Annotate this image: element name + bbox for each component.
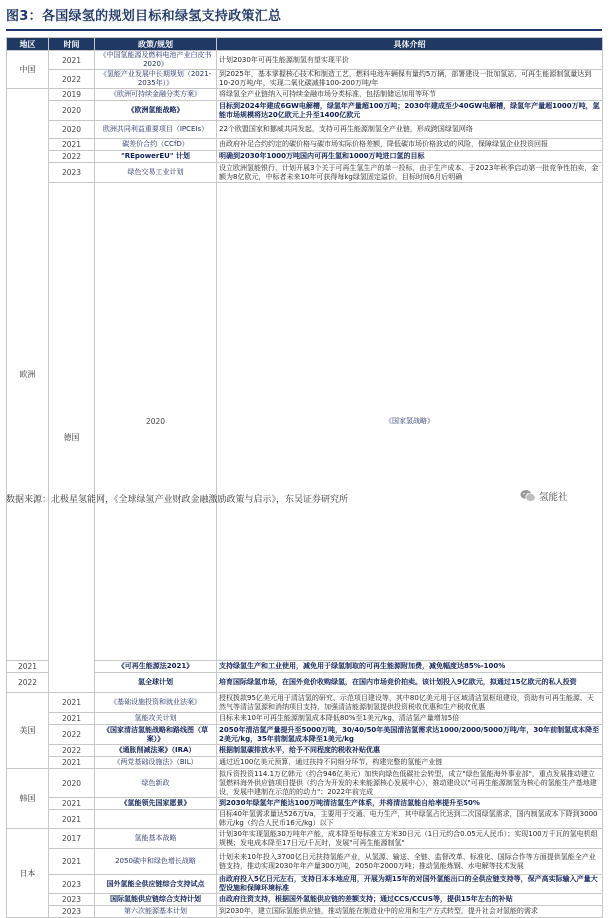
row-intro: 到2030年，建立国际氢能供应链，推动氢能在制造业中的应用和生产方式转型，提升社会对氢能的需求 xyxy=(217,906,603,918)
table-row xyxy=(7,121,603,139)
row-policy: 欧洲共同利益重要项目（IPCEIs） xyxy=(95,121,217,139)
table-row xyxy=(7,661,603,673)
row-policy: 《欧洲氢能战略》 xyxy=(95,101,217,121)
table-row xyxy=(7,875,603,894)
row-intro: 根据制氢碳排放水平，给予不同程度的税收补贴优惠 xyxy=(217,745,603,757)
region-usa: 美国 xyxy=(7,693,49,769)
row-year: 2021 xyxy=(49,51,95,70)
row-year: 2021 xyxy=(49,810,95,829)
row-year: 2020 xyxy=(49,101,95,121)
row-intro: 由政府注资支持，根据国外氢能供应链的差额支持；通过CCS/CCUS等，提供15年左右的补贴 xyxy=(217,894,603,906)
row-intro: 授权拨款95亿美元用于清洁氢的研究、示范项目建设等，其中80亿美元用于区域清洁氢枢纽建设，资助有可再生能源、天然气等清洁氢源和消纳项目支持，加强清洁能源制氢提供投资税收优惠和生产税收优惠 xyxy=(217,693,603,713)
row-year: 2021 xyxy=(49,757,95,769)
row-year: 2022 xyxy=(49,745,95,757)
row-policy: 《氢能领先国家愿景》 xyxy=(95,798,217,810)
row-year: 2021 xyxy=(7,661,49,673)
row-intro: 计划未来10年投入3700亿日元扶持氢能产业，从氢源、输送、全链、监督改革、标准化、国际合作等方面提供氢能全产业链支持，推动实现2030年年产量300万吨，2050年2000万吨；推动氢能炼钢、水电解等技术发展 xyxy=(217,849,603,875)
region-germany: 德国 xyxy=(49,183,95,693)
row-year: 2020 xyxy=(49,769,95,798)
row-policy: 绿色新政 xyxy=(95,769,217,798)
table-row xyxy=(7,798,603,810)
row-policy: 《可再生能源法2021》 xyxy=(95,661,217,673)
row-intro: 支持绿氢生产和工业使用，减免用于绿氢制取的可再生能源附加费，减免幅度达85%-100% xyxy=(217,661,603,673)
row-intro: 由政府投入5亿日元左右，支持日本本地应用，开展为期15年的对国外氢能出口的全供应链支持等，保产高实际输入产量大型设施和保障环境标准 xyxy=(217,875,603,894)
row-intro: 培育国际绿氢市场，在国外竞价收购绿氢，在国内市场竞价拍卖。该计划投入9亿欧元，拟通过15亿欧元的私人投资 xyxy=(217,673,603,693)
row-year: 2020 xyxy=(49,121,95,139)
table-row xyxy=(7,757,603,769)
row-policy: 《通胀削减法案》（IRA） xyxy=(95,745,217,757)
header-policy: 政策/规划 xyxy=(95,38,217,51)
wechat-logo-icon xyxy=(520,489,536,503)
table-row xyxy=(7,849,603,875)
row-intro: 目标到2024年建成6GW电解槽，绿氢年产量超100万吨；2030年建成至少40GW电解槽，绿氢年产量超1000万吨，氢能市场规模将达20亿欧元上升至1400亿欧元 xyxy=(217,101,603,121)
row-intro: 到2025年，基本掌握核心技术和制造工艺，燃料电池车辆保有量约5万辆，部署建设一批加氢站，可再生能源制氢量达到10-20万吨/年，实现二氧化碳减排100-200万吨/年 xyxy=(217,70,603,89)
figure-title: 图3：各国绿氢的规划目标和绿氢支持政策汇总 xyxy=(6,9,282,24)
table-row xyxy=(7,829,603,849)
row-intro: 到2030年绿氢年产能达100万吨清洁氢生产体系，并将清洁氢能自给率提升至50% xyxy=(217,798,603,810)
row-year: 2021 xyxy=(49,693,95,713)
header-region: 地区 xyxy=(7,38,49,51)
row-intro: 明确到2030年1000万吨国内可再生氢和1000万吨进口氢的目标 xyxy=(217,151,603,163)
row-policy: 《国家氢战略》 xyxy=(217,183,603,661)
row-policy: 2050碳中和绿色增长战略 xyxy=(95,849,217,875)
row-policy: 氢能基本战略 xyxy=(95,829,217,849)
header-year: 时间 xyxy=(49,38,95,51)
row-intro: 目标未来10年可再生能源制氢成本降低80%至1美元/kg，清洁氢产量增加5倍 xyxy=(217,713,603,725)
table-header-row xyxy=(7,38,603,51)
row-policy: 国外氢能全供应链综合支持试点 xyxy=(95,875,217,894)
row-policy: 《中国氢能源及燃料电池产业白皮书2020》 xyxy=(95,51,217,70)
row-year: 2021 xyxy=(49,849,95,875)
region-europe: 欧洲 xyxy=(7,89,49,661)
row-year: 2023 xyxy=(49,894,95,906)
row-year: 2021 xyxy=(49,713,95,725)
row-policy xyxy=(95,810,217,829)
table-row xyxy=(7,673,603,693)
row-intro: 目标40年氢需求量达526万t/a，主要用于交通、电力生产，其中绿氢占比达到二次国绿氢需求，国内制氢成本下降到3000韩元/kg（约合人民币16元/kg）以下 xyxy=(217,810,603,829)
table-row xyxy=(7,693,603,713)
row-year: 2022 xyxy=(49,70,95,89)
region-china: 中国 xyxy=(7,51,49,89)
row-year: 2019 xyxy=(49,89,95,101)
row-intro: 将绿氢全产业链纳入可持续金融市场分类标准，包括制储运加用等环节 xyxy=(217,89,603,101)
watermark xyxy=(520,489,568,503)
row-intro: 通过近100亿美元预算，通过扶持不同细分环节，构建完整的氢能产业链 xyxy=(217,757,603,769)
row-year: 2017 xyxy=(49,829,95,849)
table-row xyxy=(7,151,603,163)
region-korea: 韩国 xyxy=(7,769,49,829)
table-row xyxy=(7,906,603,918)
row-year: 2020 xyxy=(95,183,217,661)
table-row xyxy=(7,810,603,829)
row-policy: 氢全球计划 xyxy=(95,673,217,693)
row-year: 2022 xyxy=(49,151,95,163)
row-year: 2023 xyxy=(49,906,95,918)
row-year: 2023 xyxy=(49,163,95,183)
row-policy: "REpowerEU" 计划 xyxy=(95,151,217,163)
row-policy: 第六次能源基本计划 xyxy=(95,906,217,918)
watermark-text: 氢能社 xyxy=(539,492,568,503)
table-row xyxy=(7,163,603,183)
table-row xyxy=(7,139,603,151)
row-intro: 计划2030年可再生能源制氢有望实现平价 xyxy=(217,51,603,70)
row-policy: 绿色交易工业计划 xyxy=(95,163,217,183)
row-policy: 《基础设施投资和就业法案》 xyxy=(95,693,217,713)
row-policy: 国际氢能供应链综合支持计划 xyxy=(95,894,217,906)
table-row xyxy=(7,183,603,661)
row-intro: 设立欧洲氢能银行，计划开展3个关于可再生氢生产的单一投标，由于生产成本、于2023年秋季启动第一批竞争性拍卖，金额为8亿欧元，中标者未来10年可获得每kg绿氢固定溢价，目标时间6月后明确 xyxy=(217,163,603,183)
row-intro: 计划30年实现氢能30万吨年产能，成本降至每标准立方米30日元（1日元约合0.05元人民币）；实现100万千瓦的氢电机组规模；发电成本降至17日元/千瓦时，发展"可再生能源制氢" xyxy=(217,829,603,849)
row-policy: 《两党基础设施法》（BIL） xyxy=(95,757,217,769)
row-year: 2023 xyxy=(49,875,95,894)
table-row xyxy=(7,51,603,70)
table-row xyxy=(7,101,603,121)
header-intro: 具体介绍 xyxy=(217,38,603,51)
region-japan: 日本 xyxy=(7,829,49,918)
table-row xyxy=(7,70,603,89)
row-policy: 《国家清洁氢能战略和路线图（草案）》 xyxy=(95,725,217,745)
policy-table xyxy=(6,37,603,918)
title-rule xyxy=(6,29,602,31)
row-year: 2021 xyxy=(49,139,95,151)
table-row xyxy=(7,725,603,745)
table-row xyxy=(7,713,603,725)
row-intro: 2050年清洁氢产量提升至5000万吨，30/40/50年美国清洁氢需求达1000/2000/5000万吨/年，30年前制氢成本降至2美元/kg，35年前制氢成本降至1美元/kg xyxy=(217,725,603,745)
row-intro: 拟斥资投资114.1万亿韩元（约合946亿美元）加快向绿色低碳社会转型，成立"绿色氢能海外事业部"，重点发展推动建立氢燃料海外供应链项目提供（约合为开发的未来能源核心发展中心），推动建设以"可再生能源制氢为核心的氢能生产基地建设，发展中建制在示范的的动力"；2022年前完成 xyxy=(217,769,603,798)
row-year: 2022 xyxy=(49,725,95,745)
row-policy: 氢能攻关计划 xyxy=(95,713,217,725)
row-intro: 由政府补足合约约定的碳价格与碳市场实际价格差额，降低碳市场价格波动的风险，保障绿氢企业投资回报 xyxy=(217,139,603,151)
row-year: 2021 xyxy=(49,798,95,810)
data-source: 数据来源：北极星氢能网，《全球绿氢产业财政金融激励政策与启示》，东吴证券研究所 xyxy=(6,495,349,505)
table-row xyxy=(7,745,603,757)
table-row xyxy=(7,89,603,101)
table-row xyxy=(7,894,603,906)
row-policy: 《氢能产业发展中长期规划（2021-2035年）》 xyxy=(95,70,217,89)
table-row xyxy=(7,769,603,798)
row-year: 2022 xyxy=(7,673,49,693)
row-policy: 《欧洲可持续金融分类方案》 xyxy=(95,89,217,101)
row-intro: 22个欧盟国家和挪威共同发起，支持可再生能源制氢全产业链，形成跨国绿氢网络 xyxy=(217,121,603,139)
row-policy: 碳差价合约（CCfD） xyxy=(95,139,217,151)
